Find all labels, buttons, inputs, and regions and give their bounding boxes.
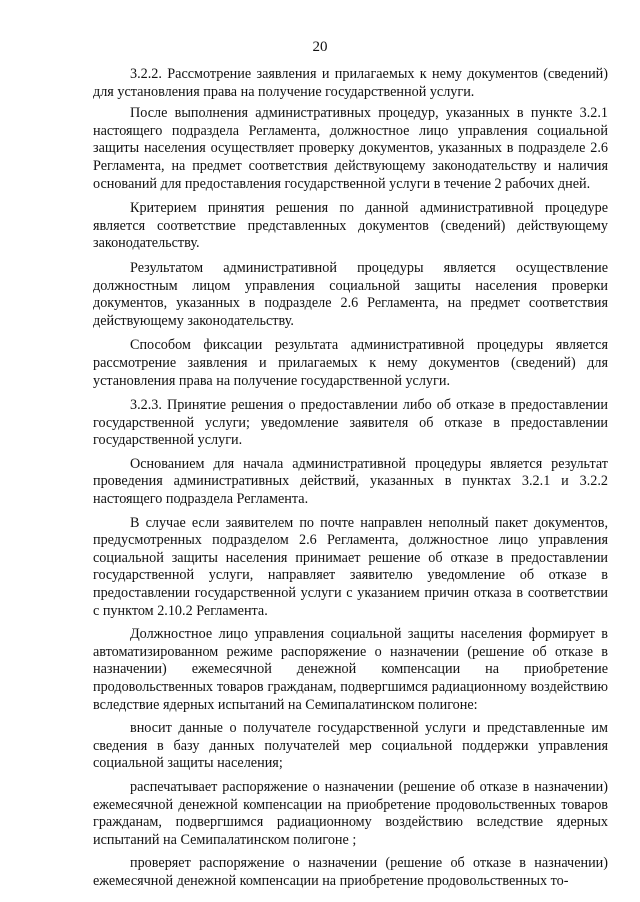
- paragraph-procedure-result: Результатом административной процедуры является осуществление должностным лицом управления социальной защиты населения проверки документов, указанных в подразделе 2.6 Регламента, на предмет соответствия действующему законодательству.: [93, 259, 608, 329]
- paragraph-incomplete-package: В случае если заявителем по почте направлен неполный пакет документов, предусмотренных подразделом 2.6 Регламента, должностное лицо управления социальной защиты населения принимает решение об отказе в предоставлении государственной услуги, направляет заявителю уведомление об отказе в предоставлении государственной услуги с указанием причин отказа в соответствии с пунктом 2.10.2 Регламента.: [93, 514, 608, 619]
- paragraph-procedure-basis: Основанием для начала административной процедуры является результат проведения административных действий, указанных в пунктах 3.2.1 и 3.2.2 настоящего подраздела Регламента.: [93, 455, 608, 508]
- paragraph-3-2-2-heading: 3.2.2. Рассмотрение заявления и прилагаемых к нему документов (сведений) для установления права на получение государственной услуги.: [93, 66, 608, 100]
- paragraph-3-2-3-heading: 3.2.3. Принятие решения о предоставлении либо об отказе в предоставлении государственной услуги; уведомление заявителя об отказе в предоставлении государственной услуги.: [93, 397, 608, 449]
- paragraph-print-order: распечатывает распоряжение о назначении (решение об отказе в назначении) ежемесячной денежной компенсации на приобретение продовольственных товаров гражданам, подвергшимся радиационному воздействию вследствие ядерных испытаний на Семипалатинском полигоне ;: [93, 778, 608, 848]
- paragraph-check-order: проверяет распоряжение о назначении (решение об отказе в назначении) ежемесячной денежной компенсации на приобретение продовольственных то-: [93, 855, 608, 889]
- paragraph-decision-criterion: Критерием принятия решения по данной административной процедуре является соответствие представленных документов (сведений) действующему законодательству.: [93, 200, 608, 252]
- paragraph-result-fixation: Способом фиксации результата административной процедуры является рассмотрение заявления и прилагаемых к нему документов (сведений) для установления права на получение государственной услуги.: [93, 337, 608, 389]
- document-body: [93, 66, 608, 891]
- paragraph-enter-data: вносит данные о получателе государственной услуги и представленные им сведения в базу данных получателей мер социальной поддержки управления социальной защиты населения;: [93, 720, 608, 772]
- paragraph-order-formation: Должностное лицо управления социальной защиты населения формирует в автоматизированном режиме распоряжение о назначении (решение об отказе в назначении) ежемесячной денежной компенсации на приобретение продовольственных товаров гражданам, подвергшимся радиационному воздействию вследствие ядерных испытаний на Семипалатинском полигоне:: [93, 626, 608, 713]
- paragraph-verification: После выполнения административных процедур, указанных в пункте 3.2.1 настоящего подраздела Регламента, должностное лицо управления социальной защиты населения осуществляет проверку документов, указанных в подразделе 2.6 Регламента, на предмет соответствия действующему законодательству и наличия оснований для предоставления государственной услуги в течение 2 рабочих дней.: [93, 105, 608, 192]
- page-number: 20: [312, 39, 328, 55]
